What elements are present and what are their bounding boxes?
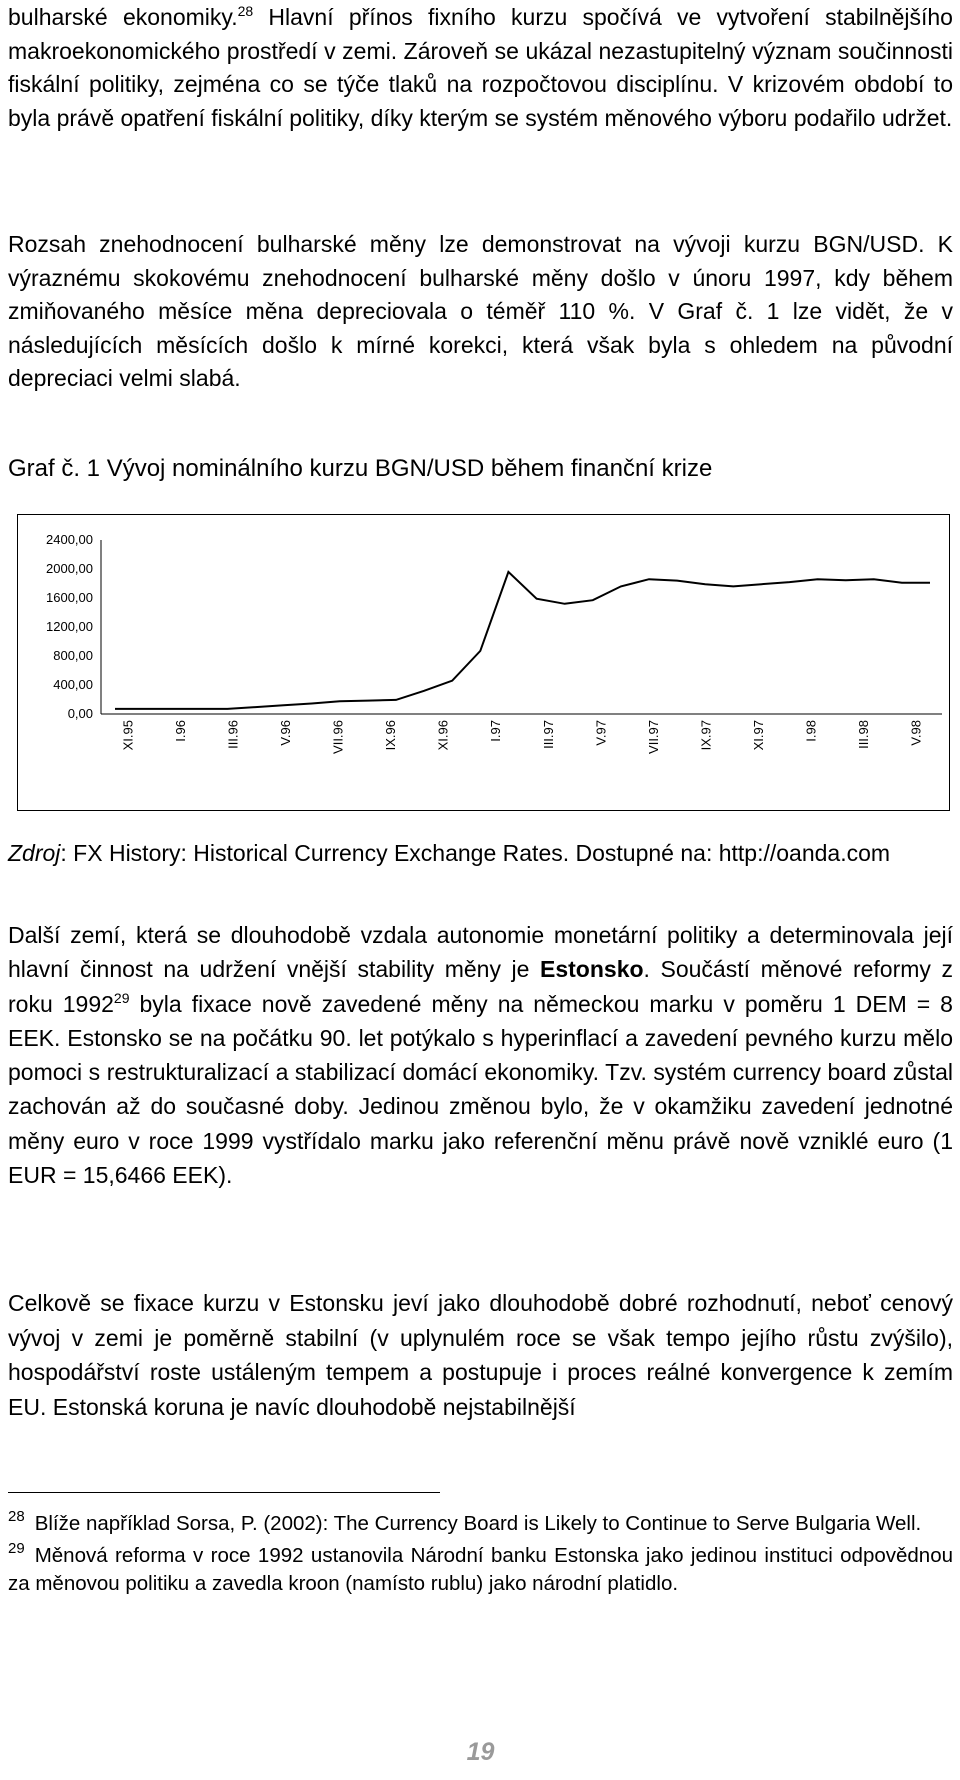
paragraph-3-text-c: byla fixace nově zavedené měny na německou marku v poměru 1 DEM = 8 EEK. Estonsko se na počátku 90. let potýkalo s hyperinflací a zavedení pevného kurzu mělo pomoci s restrukturalizací a stabilizací domácí ekonomiky. Tzv. systém currency board zůstal zachován až do současné doby. Jedinou změnou bylo, že v okamžiku zavedení jednotné měny euro v roce 1999 vystřídalo marku jako referenční měnu právě nově vzniklé euro (1 EUR = 15,6466 EEK). [8,990,953,1189]
source-text: : FX History: Historical Currency Exchange Rates. Dostupné na: http://oanda.com [60,840,891,866]
paragraph-4-text: Celkově se fixace kurzu v Estonsku jeví jako dlouhodobě dobré rozhodnutí, neboť cenový vývoj v zemi je poměrně stabilní (v uplynulém roce se však tempo jejího růstu zvýšilo), hospodářství roste ustáleným tempem a postupuje i proces reálné konvergence k zemím EU. Estonská koruna je navíc dlouhodobě nejstabilnější [8,1290,953,1420]
x-tick-label: VII.96 [330,720,346,754]
x-tick-label: III.97 [540,720,556,749]
paragraph-estonia [8,918,953,1192]
paragraph-depreciation [8,228,953,396]
paragraph-1-text-a: bulharské ekonomiky. [8,4,238,30]
paragraph-3-text-a: Další zemí, která se dlouhodobě vzdala autonomie monetární politiky a determinovala její hlavní činnost na udržení vnější stability měny je [8,922,953,983]
footnote-28-text: Blíže například Sorsa, P. (2002): The Currency Board is Likely to Continue to Serve Bulgaria Well. [34,1512,922,1535]
x-tick-label: XI.97 [751,720,767,751]
x-tick-label: XI.95 [120,720,136,751]
footnotes [8,1510,953,1598]
y-tick-label: 0,00 [67,706,93,721]
footnote-ref-29: 29 [113,989,130,1006]
y-tick-label: 1200,00 [46,619,93,634]
x-tick-label: I.96 [172,720,188,742]
x-tick-label: IX.96 [383,720,399,751]
exchange-rate-chart [17,514,950,811]
x-tick-label: XI.96 [435,720,451,751]
y-tick-label: 1600,00 [46,590,93,605]
footnote-ref-28: 28 [237,3,254,19]
footnote-28 [8,1510,953,1538]
footnote-29-text: Měnová reforma v roce 1992 ustanovila Národní banku Estonska jako jedinou instituci odpovědnou za měnovou politiku a zavedla kroon (namísto rublu) jako národní platidlo. [8,1544,953,1595]
paragraph-bulgaria-fixed-rate [8,1,953,135]
x-tick-label: III.96 [225,720,241,749]
x-tick-label: V.96 [277,720,293,746]
x-tick-label: V.98 [908,720,924,746]
paragraph-2-text: Rozsah znehodnocení bulharské měny lze demonstrovat na vývoji kurzu BGN/USD. K výraznému skokovému znehodnocení bulharské měny došlo v únoru 1997, kdy během zmiňovaného měsíce měna depreciovala o téměř 110 %. V Graf č. 1 lze vidět, že v následujících měsících došlo k mírné korekci, která však byla s ohledem na původní depreciaci velmi slabá. [8,231,953,391]
y-tick-label: 2000,00 [46,561,93,576]
footnote-29 [8,1542,953,1598]
source-label: Zdroj [8,840,61,866]
page-number: 19 [466,1738,495,1766]
footnote-29-number: 29 [8,1540,25,1557]
x-tick-label: V.97 [593,720,609,746]
x-tick-label: I.98 [803,720,819,742]
paragraph-1-text-b: Hlavní přínos fixního kurzu spočívá ve vytvoření stabilnějšího makroekonomického prostředí v zemi. Zároveň se ukázal nezastupitelný význam součinnosti fiskální politiky, zejména co se týče tlaků na rozpočtovou disciplínu. V krizovém období to byla právě opatření fiskální politiky, díky kterým se systém měnového výboru podařilo udržet. [8,4,953,131]
footnote-separator [8,1492,440,1493]
paragraph-3-bold-country: Estonsko [540,956,644,983]
chart-svg [17,514,950,811]
y-tick-label: 400,00 [53,677,93,692]
footnote-28-number: 28 [8,1508,25,1525]
chart-source [8,838,953,868]
x-tick-label: IX.97 [698,720,714,751]
paragraph-estonia-assessment [8,1286,953,1424]
y-tick-label: 800,00 [53,648,93,663]
chart-frame [18,515,950,811]
figure-caption: Graf č. 1 Vývoj nominálního kurzu BGN/USD během finanční krize [8,455,713,482]
x-tick-label: III.98 [856,720,872,749]
paragraph-3-text-b: . Součástí měnové reformy z roku 1992 [8,956,953,1017]
x-tick-label: I.97 [488,720,504,742]
x-tick-label: VII.97 [645,720,661,754]
y-tick-label: 2400,00 [46,532,93,547]
